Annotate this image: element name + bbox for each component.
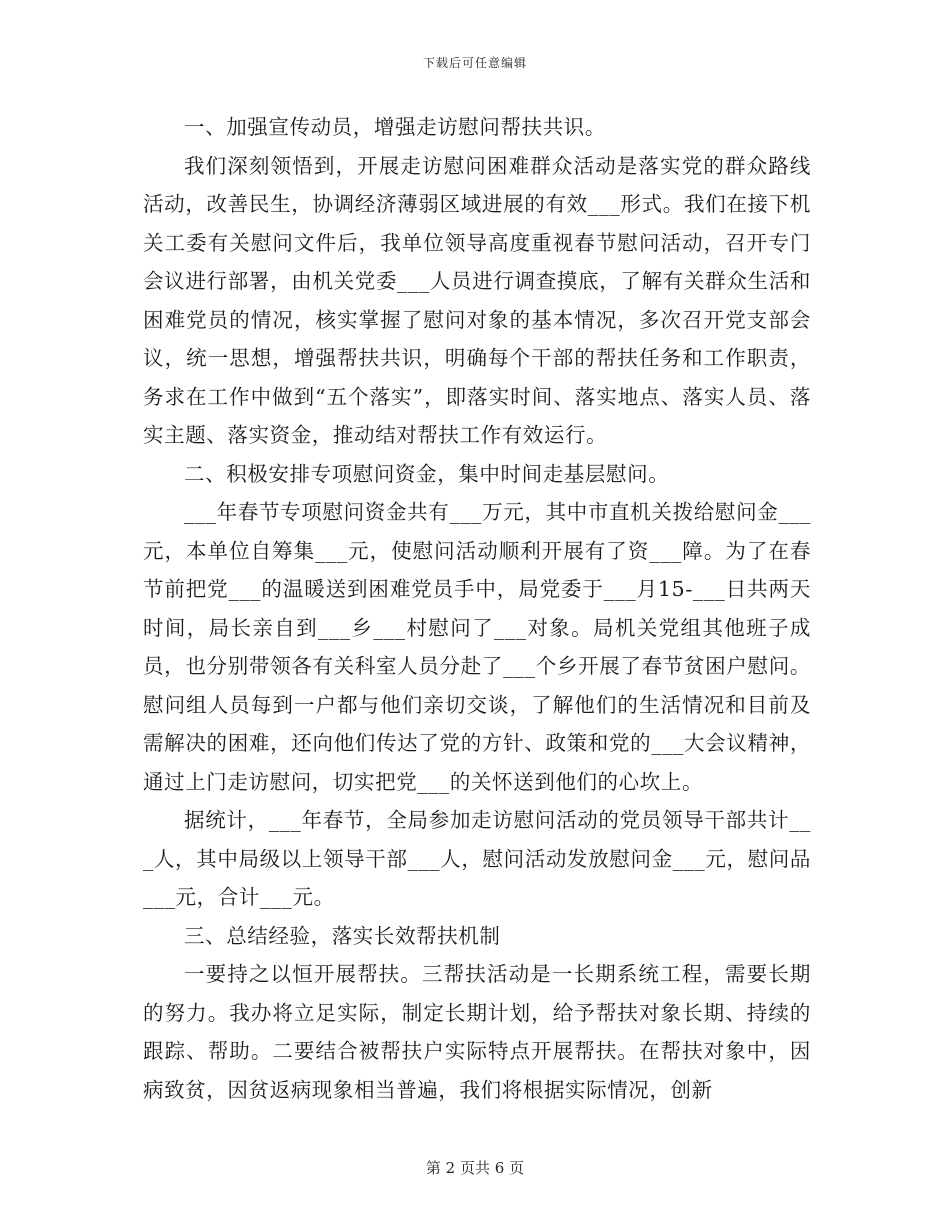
section-heading-3: 三、总结经验，落实长效帮扶机制 bbox=[184, 923, 501, 948]
section-heading-1: 一、加强宣传动员，增强走访慰问帮扶共识。 bbox=[184, 115, 606, 139]
section-heading-2: 二、积极安排专项慰问资金，集中时间走基层慰问。 bbox=[184, 461, 670, 486]
page-header-note: 下载后可任意编辑 bbox=[422, 56, 527, 70]
body-paragraph: ___年春节专项慰问资金共有___万元，其中市直机关拨给慰问金___元，本单位自筹集___元，使慰问活动顺利开展有了资___障。为了在春节前把党___的温暖送到困难党员手中，局党委于___月15-___日共两天时间，局长亲自到___乡___村慰问了___对象。局机关党组其他班子成员，也分别带领各有关科室人员分赴了___个乡开展了春节贫困户慰问。慰问组人员每到一户都与他们亲切交谈，了解他们的生活情况和目前及需解决的困难，还向他们传达了党的方针、政策和党的___大会议精神，通过上门走访慰问，切实把党___的关怀送到他们的心坎上。 bbox=[143, 500, 811, 794]
body-paragraph: 据统计，___年春节，全局参加走访慰问活动的党员领导干部共计___人，其中局级以上领导干部___人，慰问活动发放慰问金___元，慰问品___元，合计___元。 bbox=[143, 808, 811, 909]
page-number: 第 2 页共 6 页 bbox=[425, 1159, 525, 1177]
body-paragraph: 我们深刻领悟到，开展走访慰问困难群众活动是落实党的群众路线活动，改善民生，协调经济薄弱区域进展的有效___形式。我们在接下机关工委有关慰问文件后，我单位领导高度重视春节慰问活动，召开专门会议进行部署，由机关党委___人员进行调查摸底，了解有关群众生活和困难党员的情况，核实掌握了慰问对象的基本情况，多次召开党支部会议，统一思想，增强帮扶共识，明确每个干部的帮扶任务和工作职责，务求在工作中做到“五个落实”，即落实时间、落实地点、落实人员、落实主题、落实资金，推动结对帮扶工作有效运行。 bbox=[143, 153, 811, 447]
body-paragraph: 一要持之以恒开展帮扶。三帮扶活动是一长期系统工程，需要长期的努力。我办将立足实际，制定长期计划，给予帮扶对象长期、持续的跟踪、帮助。二要结合被帮扶户实际特点开展帮扶。在帮扶对象中，因病致贫，因贫返病现象相当普遍，我们将根据实际情况，创新 bbox=[143, 962, 811, 1102]
document-body bbox=[143, 108, 811, 1109]
